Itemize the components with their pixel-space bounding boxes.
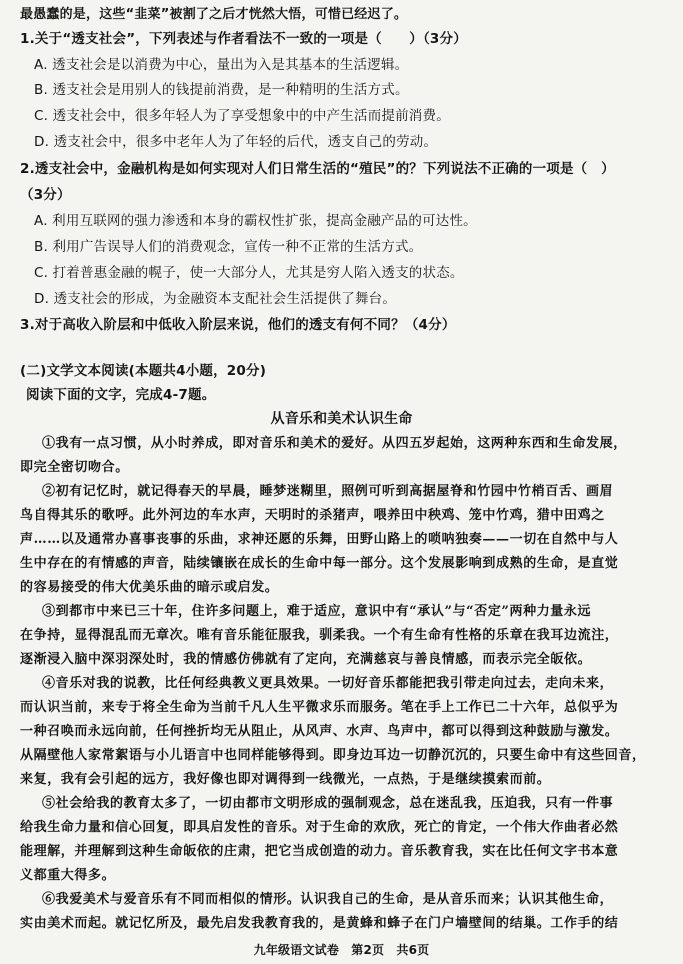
q1-option-a: A. 透支社会是以消费为中心，量出为入是其基本的生活逻辑。: [34, 57, 409, 73]
body-line: 而认识当前，来专于将全生命为当前千凡人生平微求乐而服务。笔在手上工作已二十六年，总似乎为: [20, 700, 619, 715]
body-line: 逐渐浸入脑中深羽深处时，我的情感仿佛就有了定向，充满慈哀与善良情感，而表示完全皈依。: [20, 652, 592, 667]
article-title: 从音乐和美术认识生命: [270, 411, 413, 427]
body-line: 从隔壁他人家常絮语与小儿语言中也同样能够得到。即身边耳边一切静沉沉的，只要生命中有这些回音，: [20, 748, 646, 763]
body-line: 声……以及通常办喜事丧事的乐曲，求神还愿的乐舞，田野山路上的唢呐独奏——一切在自然中与人: [20, 532, 619, 547]
body-line: 生中存在的有情感的声音，陆续镶嵌在成长的生命中每一部分。这个发展影响到成熟的生命，是直觉: [20, 556, 619, 571]
q2-option-a: A. 利用互联网的强力渗透和本身的霸权性扩张，提高金融产品的可达性。: [34, 213, 477, 229]
body-line: 即完全密切吻合。: [20, 460, 129, 475]
body-line: 一种召唤而永远向前，任何挫折均无从阻止，从风声、水声、鸟声中，都可以得到这种鼓励与激发。: [20, 724, 619, 739]
q1-option-d: D. 透支社会中，很多中老年人为了年轻的后代，透支自己的劳动。: [34, 134, 438, 150]
body-line: ⑤社会给我的教育太多了，一切由都市文明形成的强制观念，总在迷乱我，压迫我，只有一件事: [42, 796, 614, 811]
q2-stem-line1: 2.透支社会中，金融机构是如何实现对人们日常生活的“殖民”的？下列说法不正确的一项是（ ）: [20, 161, 615, 177]
body-line: 能理解，并理解到这种生命皈依的庄肃，把它当成创造的动力。音乐教育我，实在比任何文字书本意: [20, 844, 619, 859]
top-line: 最愚蠢的是，这些“韭菜”被割了之后才恍然大悟，可惜已经迟了。: [20, 7, 408, 22]
body-line: ①我有一点习惯，从小时养成，即对音乐和美术的爱好。从四五岁起始，这两种东西和生命发展，: [42, 436, 627, 451]
q1-stem: 1.关于“透支社会”，下列表述与作者看法不一致的一项是（ ）（3分）: [20, 31, 467, 47]
section-instruction: 阅读下面的文字，完成4-7题。: [26, 387, 216, 403]
q2-stem-line2: （3分）: [20, 187, 71, 203]
q2-option-c: C. 打着普惠金融的幌子，使一大部分人，尤其是穷人陷入透支的状态。: [34, 265, 464, 281]
body-line: ④音乐对我的说教，比任何经典教义更具效果。一切好音乐都能把我引带走向过去，走向未来，: [42, 676, 614, 691]
q2-option-d: D. 透支社会的形成，为金融资本支配社会生活提供了舞台。: [34, 291, 397, 307]
q3-stem: 3.对于高收入阶层和中低收入阶层来说，他们的透支有何不同？（4分）: [20, 317, 456, 333]
body-line: 义都重大得多。: [20, 868, 116, 883]
body-line: ③到都市中来已三十年，住许多问题上，难于适应，意识中有“承认”与“否定”两种力量永远: [42, 604, 592, 619]
body-line: ⑥我爱美术与爱音乐有不同而相似的情形。认识我自己的生命，是从音乐而来；认识其他生命，: [42, 892, 614, 907]
body-line: 在争持，显得混乱而无章次。唯有音乐能征服我，驯柔我。一个有生命有性格的乐章在我耳边流注，: [20, 628, 619, 643]
body-line: 的容易接受的伟大优美乐曲的暗示或启发。: [20, 580, 279, 595]
body-line: 来复，我有会引起的远方，我好像也即对调得到一线微光，一点热，于是继续摸索而前。: [20, 772, 551, 787]
body-line: 给我生命力量和信心回复，即具启发性的音乐。对于生命的欢欣，死亡的肯定，一个伟大作曲者必然: [20, 820, 619, 835]
q1-option-b: B. 透支社会是用别人的钱提前消费，是一种精明的生活方式。: [34, 82, 409, 98]
body-line: ②初有记忆时，就记得春天的早晨，睡梦迷糊里，照例可听到高据屋脊和竹园中竹梢百舌、画眉: [42, 484, 614, 499]
page-footer: 九年级语文试卷 第2页 共6页: [253, 943, 430, 957]
section-heading: (二)文学文本阅读(本题共4小题，20分): [20, 363, 267, 379]
q2-option-b: B. 利用广告误导人们的消费观念，宣传一种不正常的生活方式。: [34, 239, 423, 255]
q1-option-c: C. 透支社会中，很多年轻人为了享受想象中的中产生活而提前消费。: [34, 108, 450, 124]
body-line: 鸟自得其乐的歌呼。此外河边的车水声，天明时的杀猪声，喂养田中秧鸡、笼中竹鸡，猎中田鸡之: [20, 508, 605, 523]
body-line: 实由美术而起。就记忆所及，最先启发我教育我的，是黄蜂和蜂子在门户墙壁间的结巢。工作手的结: [20, 916, 619, 931]
